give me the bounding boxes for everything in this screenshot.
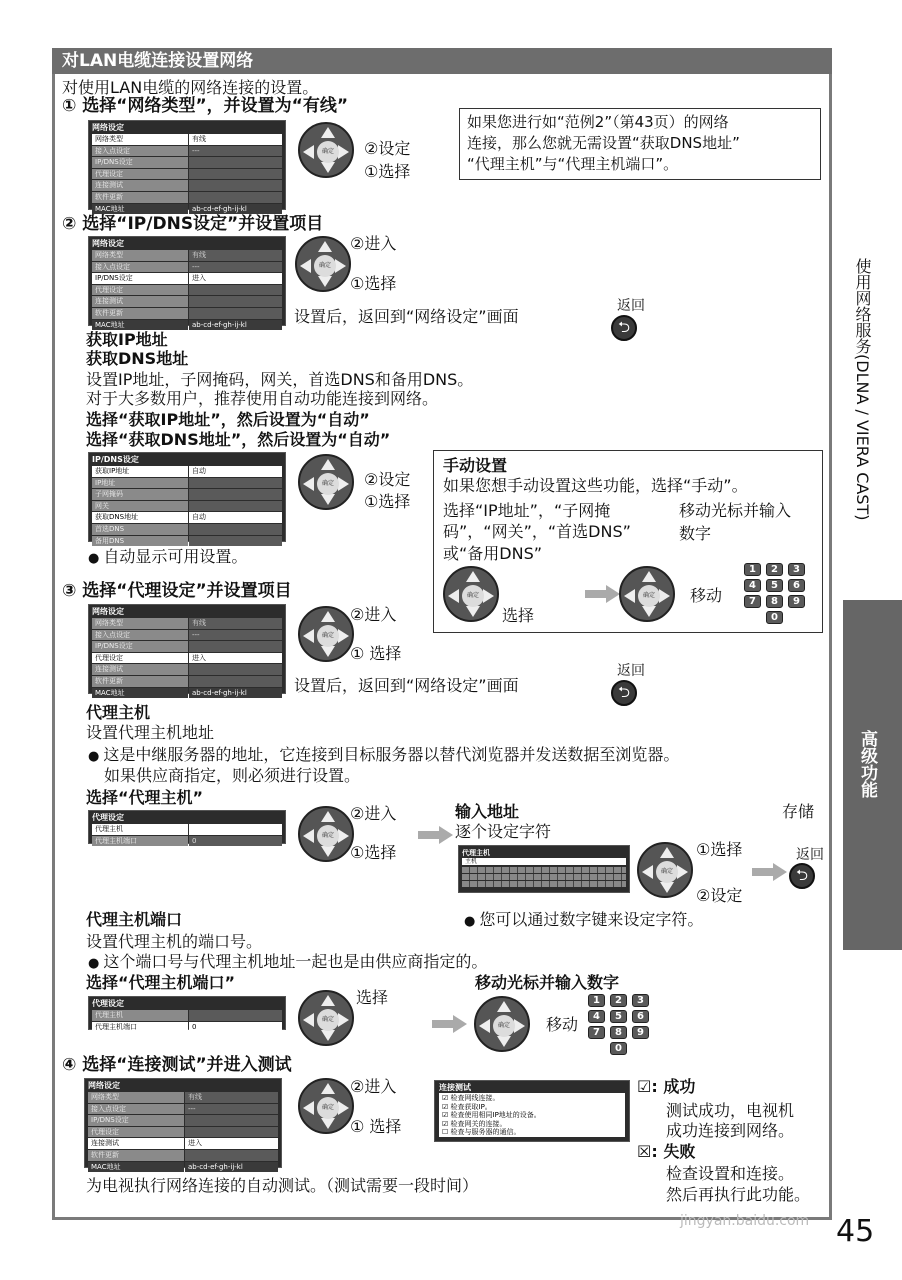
- dpad-icon[interactable]: 确定: [298, 806, 354, 862]
- set-label: ②设定: [364, 470, 411, 489]
- set-label: ②设定: [696, 886, 743, 905]
- menu-row: 网络类型 有线: [92, 134, 282, 145]
- enter-label: ②进入: [350, 605, 397, 624]
- after-text: 设置后，返回到“网络设定”画面: [294, 676, 519, 695]
- fail-title: ☒: 失败: [637, 1142, 696, 1161]
- keyboard-screen: 代理主机 主机: [458, 845, 630, 893]
- return-label: 返回: [796, 847, 824, 863]
- page-number: 45: [836, 1214, 875, 1249]
- select-proxy-host: 选择“代理主机”: [86, 788, 204, 807]
- success-line: 成功连接到网络。: [666, 1121, 795, 1140]
- watermark: jingyan.baidu.com: [680, 1213, 810, 1229]
- manual-right-line: 移动光标并输入: [679, 501, 792, 520]
- input-address-title: 输入地址: [455, 802, 520, 821]
- enter-label: ②进入: [350, 234, 397, 253]
- cross-box-icon: ☒: [637, 1142, 652, 1161]
- select-label: ①选择: [364, 492, 411, 511]
- step4-heading: ④ 选择“连接测试”并进入测试: [62, 1055, 292, 1075]
- sidebar-vertical-text: 使用网络服务(DLNA / VIERA CAST): [853, 258, 872, 521]
- set-label: ②设定: [364, 139, 411, 158]
- menu-title: 网络设定: [92, 123, 124, 132]
- store-label: 存储: [782, 802, 815, 821]
- select-label: ①选择: [350, 843, 397, 862]
- return-icon[interactable]: ⮌: [789, 863, 815, 889]
- arrow-icon: [606, 585, 620, 603]
- proxy-menu: 代理设定 代理主机 代理主机端口 0: [88, 810, 286, 844]
- move-input-title: 移动光标并输入数字: [475, 973, 620, 992]
- select-label: ① 选择: [350, 1117, 402, 1136]
- dpad-icon[interactable]: 确定: [298, 990, 354, 1046]
- select-ip-auto: 选择“获取IP地址”，然后设置为“自动”: [86, 410, 370, 429]
- auto-note: ● 自动显示可用设置。: [88, 547, 247, 568]
- proxy-bullet-cont: 如果供应商指定，则必须进行设置。: [104, 766, 361, 785]
- step2-heading: ② 选择“IP/DNS设定”并设置项目: [62, 214, 324, 234]
- dpad-icon[interactable]: 确定: [619, 566, 675, 622]
- network-settings-menu: 网络设定 网络类型 有线 接入点设定 --- IP/DNS设定 代理设定 连接测试 进入 软件更新 MAC地址 ab-cd-ef-gh-ij-kl: [84, 1078, 282, 1168]
- port-title: 代理主机端口: [86, 910, 183, 929]
- select-label: ① 选择: [350, 644, 402, 663]
- manual-title: 手动设置: [443, 456, 508, 475]
- arrow-icon: [432, 1020, 454, 1028]
- dpad-icon[interactable]: 确定: [298, 454, 354, 510]
- dpad-icon[interactable]: 确定: [637, 842, 693, 898]
- note-line: “代理主机”与“代理主机端口”。: [467, 155, 679, 173]
- select-label: 选择: [502, 606, 535, 625]
- move-label: 移动: [546, 1015, 579, 1034]
- select-label: 选择: [356, 988, 389, 1007]
- dpad-icon[interactable]: 确定: [443, 566, 499, 622]
- select-label: ①选择: [350, 274, 397, 293]
- dpad-icon[interactable]: 确定: [474, 996, 530, 1052]
- section-title: 对LAN电缆连接设置网络: [52, 48, 832, 74]
- ipdns-menu: IP/DNS设定 获取IP地址 自动 IP地址 子网掩码 网关 获取DNS地址 自动 首选DNS 备用DNS: [88, 452, 286, 542]
- port-desc: 设置代理主机的端口号。: [86, 932, 263, 951]
- numpad-icon: 1 2 3 4 5 6 7 8 9 0: [744, 563, 808, 625]
- ip-desc: 设置IP地址，子网掩码，网关，首选DNS和备用DNS。: [86, 370, 474, 389]
- note-line: 连接，那么您就无需设置“获取DNS地址”: [467, 134, 740, 152]
- return-label: 返回: [617, 298, 645, 314]
- manual-left-line: 选择“IP地址”，“子网掩: [443, 501, 611, 520]
- arrow-icon: [773, 863, 787, 881]
- test-item: ☑ 检查网线连接。: [442, 1094, 500, 1102]
- return-icon[interactable]: ⮌: [611, 680, 637, 706]
- manual-right-line: 数字: [679, 524, 712, 543]
- success-title: ☑: 成功: [637, 1077, 696, 1096]
- dpad-icon[interactable]: 确定: [298, 606, 354, 662]
- dpad-icon[interactable]: 确定: [298, 1078, 354, 1134]
- ip-recommend: 对于大多数用户，推荐使用自动功能连接到网络。: [86, 389, 439, 408]
- network-settings-menu: 网络设定 网络类型 有线 接入点设定 --- IP/DNS设定 代理设定 进入 连接测试 软件更新 MAC地址 ab-cd-ef-gh-ij-kl: [88, 604, 286, 694]
- proxy-bullet: ● 这是中继服务器的地址，它连接到目标服务器以替代浏览器并发送数据至浏览器。: [88, 745, 679, 766]
- move-label: 移动: [690, 586, 723, 605]
- return-label: 返回: [617, 663, 645, 679]
- proxy-desc: 设置代理主机地址: [86, 723, 215, 742]
- manual-desc: 如果您想手动设置这些功能，选择“手动”。: [443, 476, 748, 495]
- arrow-icon: [752, 868, 774, 876]
- arrow-icon: [585, 590, 607, 598]
- select-dns-auto: 选择“获取DNS地址”，然后设置为“自动”: [86, 430, 391, 449]
- fail-line: 检查设置和连接。: [666, 1164, 795, 1183]
- select-port: 选择“代理主机端口”: [86, 973, 236, 992]
- select-label: ①选择: [364, 162, 411, 181]
- connection-test-screen: 连接测试 ☑ 检查网线连接。 ☑ 检查获取IP。 ☑ 检查使用相同IP地址的设备。 ☑ 检查网关的连接。 ☐ 检查与服务器的通信。: [434, 1080, 630, 1142]
- test-item: ☑ 检查网关的连接。: [442, 1119, 507, 1128]
- fail-line: 然后再执行此功能。: [666, 1185, 811, 1204]
- enter-label: ②进入: [350, 804, 397, 823]
- intro-text: 对使用LAN电缆的网络连接的设置。: [62, 78, 319, 97]
- proxy-title: 代理主机: [86, 703, 151, 722]
- test-item: ☐ 检查与服务器的通信。: [442, 1128, 521, 1136]
- select-label: ①选择: [696, 840, 743, 859]
- dpad-icon[interactable]: 确定: [298, 122, 354, 178]
- network-settings-menu: 网络设定 网络类型 有线 接入点设定 --- IP/DNS设定 代理设定 连接测试 软件更新 MAC地址 ab-cd-ef-gh-ij-kl: [88, 120, 286, 210]
- after-text: 设置后，返回到“网络设定”画面: [294, 307, 519, 326]
- manual-left-line: 码”，“网关”，“首选DNS”: [443, 522, 631, 541]
- arrow-icon: [453, 1015, 467, 1033]
- get-ip-title: 获取IP地址: [86, 330, 168, 349]
- success-line: 测试成功，电视机: [666, 1101, 795, 1120]
- test-footer: 为电视执行网络连接的自动测试。（测试需要一段时间）: [86, 1176, 479, 1195]
- digit-note: ● 您可以通过数字键来设定字符。: [464, 910, 703, 931]
- get-dns-title: 获取DNS地址: [86, 349, 189, 368]
- check-icon: ☑: [637, 1077, 652, 1096]
- proxy-menu: 代理设定 代理主机 代理主机端口 0: [88, 996, 286, 1030]
- return-icon[interactable]: ⮌: [611, 315, 637, 341]
- input-address-desc: 逐个设定字符: [455, 822, 552, 841]
- step3-heading: ③ 选择“代理设定”并设置项目: [62, 581, 292, 601]
- arrow-icon: [418, 831, 440, 839]
- test-item: ☑ 检查获取IP。: [442, 1102, 492, 1111]
- port-bullet: ● 这个端口号与代理主机地址一起也是由供应商指定的。: [88, 952, 487, 973]
- enter-label: ②进入: [350, 1077, 397, 1096]
- numpad-icon: 1 2 3 4 5 6 7 8 9 0: [588, 994, 652, 1056]
- step1-heading: ① 选择“网络类型”，并设置为“有线”: [62, 96, 349, 116]
- arrow-icon: [439, 826, 453, 844]
- sidebar-tab-label: 高级功能: [857, 730, 877, 798]
- manual-left-line: 或“备用DNS”: [443, 544, 543, 563]
- note-line: 如果您进行如“范例2”（第43页）的网络: [467, 113, 729, 131]
- dpad-icon[interactable]: 确定: [295, 236, 351, 292]
- network-settings-menu: 网络设定 网络类型 有线 接入点设定 --- IP/DNS设定 进入 代理设定 连接测试 软件更新 MAC地址 ab-cd-ef-gh-ij-kl: [88, 236, 286, 326]
- test-item: ☑ 检查使用相同IP地址的设备。: [442, 1111, 541, 1119]
